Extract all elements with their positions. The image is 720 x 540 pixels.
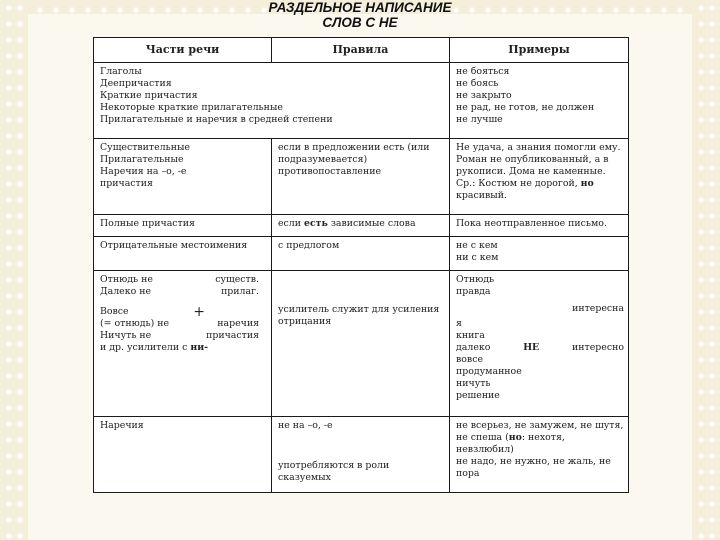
row5-example: вовсе <box>456 354 483 365</box>
row3-rule-pre: если <box>278 218 304 229</box>
row2-rule-text: если в предложении есть (или подразумевается) противопоставление <box>278 142 430 177</box>
row5-examples <box>450 271 629 417</box>
row5-example: я <box>456 318 462 329</box>
row2-parts <box>94 139 272 215</box>
row5-example: далеко <box>456 342 491 353</box>
table-row <box>94 237 629 271</box>
row1-examples <box>450 63 629 139</box>
row1-part: Некоторые краткие прилагательные <box>100 102 283 113</box>
row5-spacer <box>100 298 267 306</box>
row4-rule: с предлогом <box>272 237 450 271</box>
table-header-row <box>94 38 629 63</box>
row6-examples <box>450 417 629 493</box>
row5-left: Вовсе <box>100 306 129 317</box>
row2-part: Наречия на –о, -е <box>100 166 187 177</box>
decorative-border-left <box>0 0 28 540</box>
row5-left6-bold: ни- <box>190 342 209 353</box>
row2-example-pre: Не удача, а знания помогли ему. Роман не опубликованный, а в рукописи. Дома не каменные. Ср.: Костюм не дорогой, <box>456 142 621 189</box>
row2-examples <box>450 139 629 215</box>
row5-left6-pre: и др. усилители с <box>100 342 191 353</box>
row6-ex-c: : нехотя, невзлюбил) <box>456 432 565 455</box>
row5-example: интересно <box>572 342 624 353</box>
table-row <box>94 63 629 139</box>
row5-rule <box>272 271 450 417</box>
row1-example: не закрыто <box>456 90 512 101</box>
row6-example-d: не надо, не нужно, не жаль, не пора <box>456 456 611 479</box>
row5-rule-spacer <box>278 274 445 304</box>
row5-example-row <box>456 298 624 315</box>
row5-rule-text: усилитель служит для усиления отрицания <box>278 304 440 327</box>
row5-pair <box>100 274 267 286</box>
row5-pair <box>100 330 267 342</box>
row4-example: ни с кем <box>456 252 499 263</box>
row4-part: Отрицательные местоимения <box>94 237 272 271</box>
row5-pair <box>100 318 267 330</box>
row5-example: ничуть <box>456 378 491 389</box>
row2-part: Прилагательные <box>100 154 184 165</box>
row5-right: причастия <box>206 330 259 341</box>
row6-ex-b: но <box>508 432 522 443</box>
table-row <box>94 271 629 417</box>
row1-part: Прилагательные и наречия в средней степени <box>100 114 333 125</box>
row5-pair <box>100 306 267 318</box>
row3-rule-bold: есть <box>303 218 328 229</box>
row3-part: Полные причастия <box>94 215 272 237</box>
page-title <box>180 0 540 30</box>
row3-rule <box>272 215 450 237</box>
row6-rule-1: не на –о, -е <box>278 420 333 431</box>
table-row <box>94 139 629 215</box>
row5-example: Отнюдь <box>456 274 495 285</box>
row5-left: (= отнюдь) не <box>100 318 170 329</box>
row6-example-text <box>456 420 624 456</box>
row6-rule-spacer <box>278 432 445 460</box>
table-row <box>94 417 629 493</box>
row5-right: наречия <box>217 318 259 329</box>
row2-part: Существительные <box>100 142 190 153</box>
title-line-1: РАЗДЕЛЬНОЕ НАПИСАНИЕ <box>268 0 452 15</box>
row2-part: причастия <box>100 178 153 189</box>
header-parts-of-speech: Части речи <box>94 38 272 63</box>
row5-example: продуманное <box>456 366 522 377</box>
row1-example: не боясь <box>456 78 499 89</box>
row5-left: Отнюдь не <box>100 274 153 285</box>
row6-rule-2: употребляются в роли сказуемых <box>278 460 390 483</box>
row5-example: интересна <box>572 303 624 314</box>
row1-part: Краткие причастия <box>100 90 198 101</box>
header-examples: Примеры <box>450 38 629 63</box>
table-row <box>94 215 629 237</box>
row3-example: Пока неотправленное письмо. <box>450 215 629 237</box>
row2-example-bold: но <box>580 178 594 189</box>
row4-examples <box>450 237 629 271</box>
row5-left: Ничуть не <box>100 330 152 341</box>
rules-table <box>93 37 629 493</box>
row1-example: не рад, не готов, не должен <box>456 102 595 113</box>
row5-right: прилаг. <box>221 286 259 297</box>
row5-left: Далеко не <box>100 286 151 297</box>
row5-example-bold: НЕ <box>523 342 540 353</box>
row6-part: Наречия <box>94 417 272 493</box>
header-rules: Правила <box>272 38 450 63</box>
row5-example-row <box>456 342 624 354</box>
row1-example: не бояться <box>456 66 510 77</box>
row6-ex-a: не всерьез, не замужем, не шутя, не спеша ( <box>456 420 624 443</box>
row5-parts <box>94 271 272 417</box>
row5-pair <box>100 286 267 298</box>
row2-example-text <box>456 142 624 202</box>
row5-right: существ. <box>215 274 259 285</box>
decorative-border-right <box>692 0 720 540</box>
plus-sign: + <box>193 304 205 320</box>
row3-rule-post: зависимые слова <box>327 218 416 229</box>
row5-example: правда <box>456 286 491 297</box>
row5-last-line <box>100 342 267 354</box>
row1-parts <box>94 63 450 139</box>
row5-example: решение <box>456 390 500 401</box>
row5-example: книга <box>456 330 485 341</box>
row4-example: не с кем <box>456 240 498 251</box>
row1-part: Деепричастия <box>100 78 172 89</box>
row6-rule <box>272 417 450 493</box>
title-line-2: СЛОВ С НЕ <box>322 15 398 30</box>
row2-example-post: красивый. <box>456 190 507 201</box>
row1-example: не лучше <box>456 114 503 125</box>
row2-rule <box>272 139 450 215</box>
row1-part: Глаголы <box>100 66 142 77</box>
